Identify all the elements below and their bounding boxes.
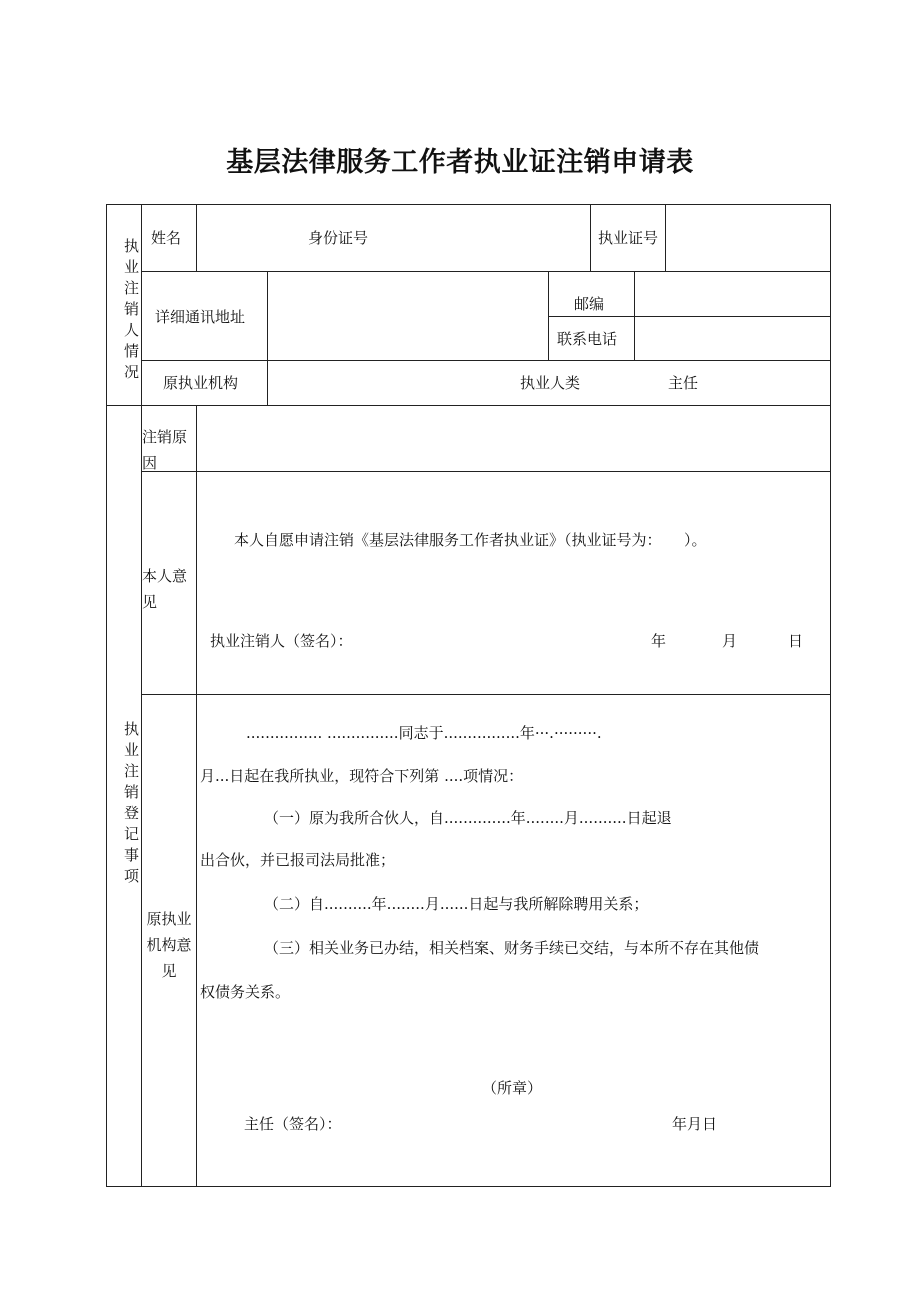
col-divider [634, 271, 635, 361]
director-label: 主任 [668, 374, 699, 392]
practitioner-category-label: 执业人类 [520, 374, 581, 392]
date-day: 日 [788, 632, 804, 650]
table-top-border [106, 204, 831, 205]
page-title: 基层法律服务工作者执业证注销申请表 [226, 147, 694, 178]
org-item-3-line-1: （三）相关业务已办结，相关档案、财务手续已交结，与本所不存在其他债 [264, 939, 760, 957]
org-opinion-label: 原执业机构意见 [146, 910, 192, 980]
org-item-2: （二）自..........年........月......日起与我所解除聘用关系； [264, 895, 649, 913]
col-divider [665, 204, 666, 272]
name-label: 姓名 [151, 229, 182, 247]
col-divider [548, 271, 549, 361]
license-number-label: 执业证号 [598, 229, 659, 247]
org-item-1-line-2: 出合伙，并已报司法局批准； [200, 851, 396, 869]
org-item-3-line-2: 权债务关系。 [200, 983, 291, 1001]
row-divider [141, 471, 831, 472]
col-divider [590, 204, 591, 272]
side-column-divider [141, 204, 142, 1187]
director-signature-label: 主任（签名）： [244, 1115, 342, 1133]
col-divider [196, 204, 197, 272]
section-label-applicant-info: 执业注销人情况 [122, 237, 140, 385]
table-bottom-border [106, 1186, 831, 1187]
org-item-1-line-1: （一）原为我所合伙人，自..............年........月..........日起退 [264, 809, 672, 827]
table-right-border [830, 204, 831, 1187]
postcode-label: 邮编 [574, 295, 605, 313]
row-divider [141, 271, 831, 272]
section-label-cancellation-items: 执业注销登记事项 [122, 721, 140, 889]
row-divider [141, 360, 831, 361]
date-year: 年 [651, 632, 667, 650]
phone-label: 联系电话 [557, 330, 618, 348]
row-divider [141, 694, 831, 695]
org-opinion-line-1: ................ ...............同志于................年···.·········. [246, 724, 602, 742]
row-divider [548, 316, 831, 317]
org-opinion-line-2: 月...日起在我所执业，现符合下列第 ....项情况： [200, 767, 524, 785]
address-label: 详细通讯地址 [155, 308, 246, 326]
col-divider [267, 271, 268, 406]
section-divider [106, 405, 831, 406]
org-seal-label: （所章） [482, 1079, 543, 1097]
applicant-signature-label: 执业注销人（签名）： [210, 632, 353, 650]
cancel-reason-label: 注销原因 [142, 428, 188, 472]
col-divider [196, 405, 197, 1187]
date-month: 月 [722, 632, 738, 650]
self-opinion-label: 本人意见 [142, 567, 188, 611]
org-date: 年月日 [672, 1115, 718, 1133]
self-statement: 本人自愿申请注销《基层法律服务工作者执业证》（执业证号为： ）。 [234, 531, 707, 549]
id-number-label: 身份证号 [308, 229, 369, 247]
original-org-label: 原执业机构 [163, 374, 239, 392]
